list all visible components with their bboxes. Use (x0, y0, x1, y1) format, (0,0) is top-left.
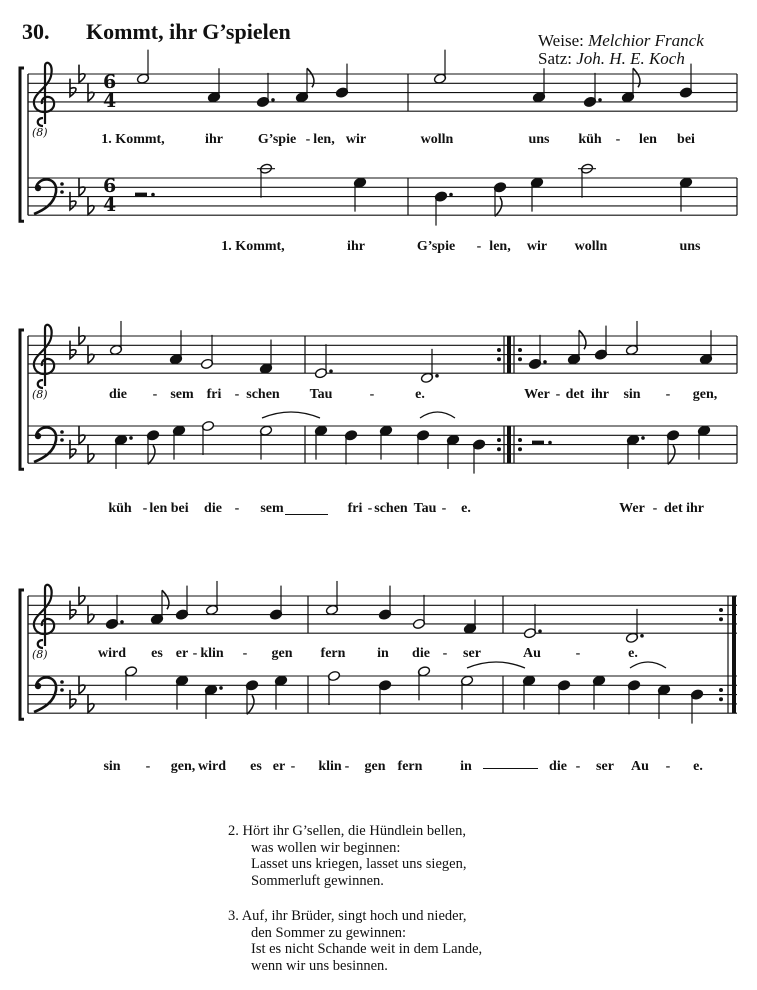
lyric-syllable: - (242, 646, 248, 661)
lyric-syllable: fri (206, 387, 222, 402)
lyric-syllable: ihr (347, 239, 365, 254)
lyric-syllable: die (412, 646, 430, 661)
octave-mark: (8) (32, 126, 48, 139)
note-dot (640, 634, 644, 638)
lyric-syllable: es (250, 759, 262, 774)
lyric-syllable: wird (98, 646, 126, 661)
melody-author: Melchior Franck (588, 31, 704, 50)
lyric-syllable: - (476, 239, 482, 254)
bass-clef-dot (60, 438, 64, 442)
note-flag (579, 330, 586, 349)
lyric-syllable: gen (271, 646, 293, 661)
lyric-syllable: e. (693, 759, 703, 774)
lyric-syllable: - (234, 387, 240, 402)
lyric-syllable: die (549, 759, 567, 774)
note-flag (633, 68, 640, 87)
repeat-dot (518, 348, 522, 352)
lyric-syllable: wolln (574, 239, 608, 254)
slur (262, 412, 320, 418)
song-number: 30. (22, 19, 50, 44)
flat-icon (79, 327, 85, 345)
treble-clef-icon (34, 585, 54, 648)
flat-icon (79, 676, 85, 694)
lyric-syllable: det ihr (663, 501, 705, 516)
lyric-syllable: es (151, 646, 163, 661)
note-flag (307, 68, 314, 87)
note-dot (641, 436, 645, 440)
flat-icon (88, 445, 94, 463)
lyric-syllable: len, (489, 239, 511, 254)
lyric-syllable: sin (623, 387, 641, 402)
octave-mark: (8) (32, 648, 48, 661)
setting-author: Joh. H. E. Koch (576, 49, 685, 68)
repeat-dot (497, 447, 501, 451)
slur (420, 412, 455, 418)
note-dot (329, 369, 333, 373)
bass-clef-dot (60, 430, 64, 434)
lyric-syllable: - (665, 387, 671, 402)
rest-dot (151, 193, 155, 197)
flat-icon (79, 426, 85, 444)
lyric-syllable: len (639, 132, 657, 147)
lyric-syllable: klin (200, 646, 224, 661)
repeat-dot (497, 357, 501, 361)
flat-icon (70, 690, 76, 708)
lyric-syllable: Tau (309, 387, 333, 402)
time-signature-bottom: 4 (103, 194, 117, 216)
flat-icon (88, 197, 94, 215)
repeat-dot (518, 438, 522, 442)
note-dot (129, 436, 133, 440)
lyric-syllable: schen (246, 387, 280, 402)
slur (630, 662, 666, 668)
note-flag (247, 695, 254, 714)
lyric-syllable: - (367, 501, 373, 516)
lyric-extender (285, 514, 328, 515)
flat-icon (88, 83, 94, 101)
lyric-syllable: in (460, 759, 472, 774)
lyric-syllable: - (441, 501, 447, 516)
lyric-syllable: uns (528, 132, 550, 147)
bass-clef-dot (60, 680, 64, 684)
time-signature-top: 6 (103, 71, 117, 93)
bass-clef-dot (60, 688, 64, 692)
lyric-syllable: ser (596, 759, 614, 774)
lyric-extender (483, 768, 538, 769)
lyric-syllable: die (109, 387, 127, 402)
lyric-syllable: uns (679, 239, 701, 254)
lyric-syllable: klin (318, 759, 342, 774)
lyric-syllable: e. (415, 387, 425, 402)
lyric-syllable: - (344, 759, 350, 774)
verse-line: 3. Auf, ihr Brüder, singt hoch und nieder, (228, 908, 467, 924)
lyric-syllable: len bei (149, 501, 189, 516)
note-dot (538, 629, 542, 633)
note-dot (120, 620, 124, 624)
lyric-syllable: - (652, 501, 658, 516)
lyric-syllable: gen, (692, 387, 718, 402)
repeat-dot (497, 438, 501, 442)
lyric-syllable: küh (108, 501, 132, 516)
lyric-syllable: - (290, 759, 296, 774)
lyric-syllable: G’spie (257, 132, 297, 147)
lyric-syllable: fern (320, 646, 346, 661)
lyric-syllable: - (555, 387, 561, 402)
lyric-syllable: Au (631, 759, 649, 774)
treble-clef-icon (34, 63, 54, 126)
repeat-dot (518, 447, 522, 451)
lyric-syllable: fri (347, 501, 363, 516)
lyric-syllable: - (442, 646, 448, 661)
verse-2 (228, 823, 466, 889)
lyric-syllable: ihr (591, 387, 609, 402)
lyric-syllable: sem (170, 387, 194, 402)
lyric-syllable: er (175, 646, 189, 661)
lyric-syllable: fern (397, 759, 423, 774)
slur (467, 662, 525, 668)
lyric-syllable: gen, (170, 759, 196, 774)
lyric-syllable: wir (345, 132, 367, 147)
lyric-syllable: die (204, 501, 222, 516)
lyric-syllable: er (272, 759, 286, 774)
verse-line: Lasset uns kriegen, lasset uns siegen, (251, 856, 467, 872)
note-flag (668, 445, 675, 464)
lyric-syllable: - (615, 132, 621, 147)
lyric-syllable: Au (523, 646, 541, 661)
flat-icon (70, 440, 76, 458)
flat-icon (88, 605, 94, 623)
verse-line: 2. Hört ihr G’sellen, die Hündlein bellen, (228, 823, 466, 839)
lyric-syllable: det (565, 387, 585, 402)
system-bracket (20, 330, 24, 469)
lyric-syllable: G’spie (416, 239, 456, 254)
lyric-syllable: e. (628, 646, 638, 661)
note-dot (219, 686, 223, 690)
lyric-syllable: schen (374, 501, 408, 516)
lyric-syllable: len, (313, 132, 335, 147)
lyric-syllable: - (665, 759, 671, 774)
bass-clef-dot (35, 683, 41, 689)
lyric-syllable: ihr (205, 132, 223, 147)
flat-icon (70, 341, 76, 359)
verse-3 (228, 908, 482, 974)
note-dot (449, 193, 453, 197)
lyric-syllable: wir (526, 239, 548, 254)
bass-clef-dot (35, 433, 41, 439)
lyric-syllable: 1. Kommt, (101, 132, 165, 147)
lyric-syllable: - (142, 501, 148, 516)
verse-line: was wollen wir beginnen: (251, 839, 401, 856)
lyric-syllable: Wer (619, 501, 645, 516)
lyric-syllable: Tau (413, 501, 437, 516)
time-signature-bottom: 4 (103, 90, 117, 112)
lyric-syllable: - (575, 646, 581, 661)
lyric-syllable: Wer (524, 387, 550, 402)
lyric-syllable: wolln (420, 132, 454, 147)
system-bracket (20, 68, 24, 221)
flat-icon (88, 345, 94, 363)
note-dot (598, 98, 602, 102)
lyric-syllable: bei (677, 132, 695, 147)
lyric-syllable: wird (198, 759, 226, 774)
lyric-syllable: - (234, 501, 240, 516)
note-dot (543, 360, 547, 364)
lyric-syllable: sem (260, 501, 284, 516)
song-title: Kommt, ihr G’spielen (86, 19, 291, 44)
flat-icon (70, 79, 76, 97)
lyric-syllable: e. (461, 501, 471, 516)
repeat-dot (719, 697, 723, 701)
lyric-syllable: in (377, 646, 389, 661)
repeat-dot (719, 617, 723, 621)
lyric-syllable: - (305, 132, 311, 147)
lyric-syllable: gen (364, 759, 386, 774)
flat-icon (79, 178, 85, 196)
lyric-syllable: - (369, 387, 375, 402)
flat-icon (79, 65, 85, 83)
note-dot (435, 374, 439, 378)
flat-icon (70, 601, 76, 619)
flat-icon (79, 587, 85, 605)
bass-clef-dot (60, 190, 64, 194)
lyric-syllable: - (152, 387, 158, 402)
lyric-syllable: küh (578, 132, 602, 147)
verse-line: wenn wir uns besinnen. (251, 957, 388, 974)
time-signature-top: 6 (103, 175, 117, 197)
verse-line: Ist es nicht Schande weit in dem Lande, (251, 941, 483, 957)
note-flag (162, 590, 169, 609)
rest-dot (548, 441, 552, 445)
lyric-syllable: - (192, 646, 198, 661)
note-dot (271, 98, 275, 102)
verse-line: den Sommer zu gewinnen: (251, 924, 407, 941)
note-flag (148, 445, 155, 464)
half-rest (532, 441, 544, 445)
flat-icon (70, 192, 76, 210)
lyric-syllable: - (145, 759, 151, 774)
setting-prefix: Satz: (538, 49, 572, 68)
repeat-dot (719, 688, 723, 692)
flat-icon (88, 695, 94, 713)
lyric-syllable: - (575, 759, 581, 774)
bass-clef-dot (60, 182, 64, 186)
repeat-dot (497, 348, 501, 352)
lyric-syllable: ser (463, 646, 481, 661)
bass-clef-dot (35, 185, 41, 191)
treble-clef-icon (34, 325, 54, 388)
lyric-syllable: sin (103, 759, 121, 774)
verse-line: Sommerluft gewinnen. (251, 872, 384, 889)
half-rest (135, 193, 147, 197)
melody-prefix: Weise: (538, 31, 584, 50)
lyric-syllable: 1. Kommt, (221, 239, 285, 254)
note-flag (495, 197, 502, 216)
repeat-dot (719, 608, 723, 612)
octave-mark: (8) (32, 388, 48, 401)
repeat-dot (518, 357, 522, 361)
system-bracket (20, 590, 24, 719)
